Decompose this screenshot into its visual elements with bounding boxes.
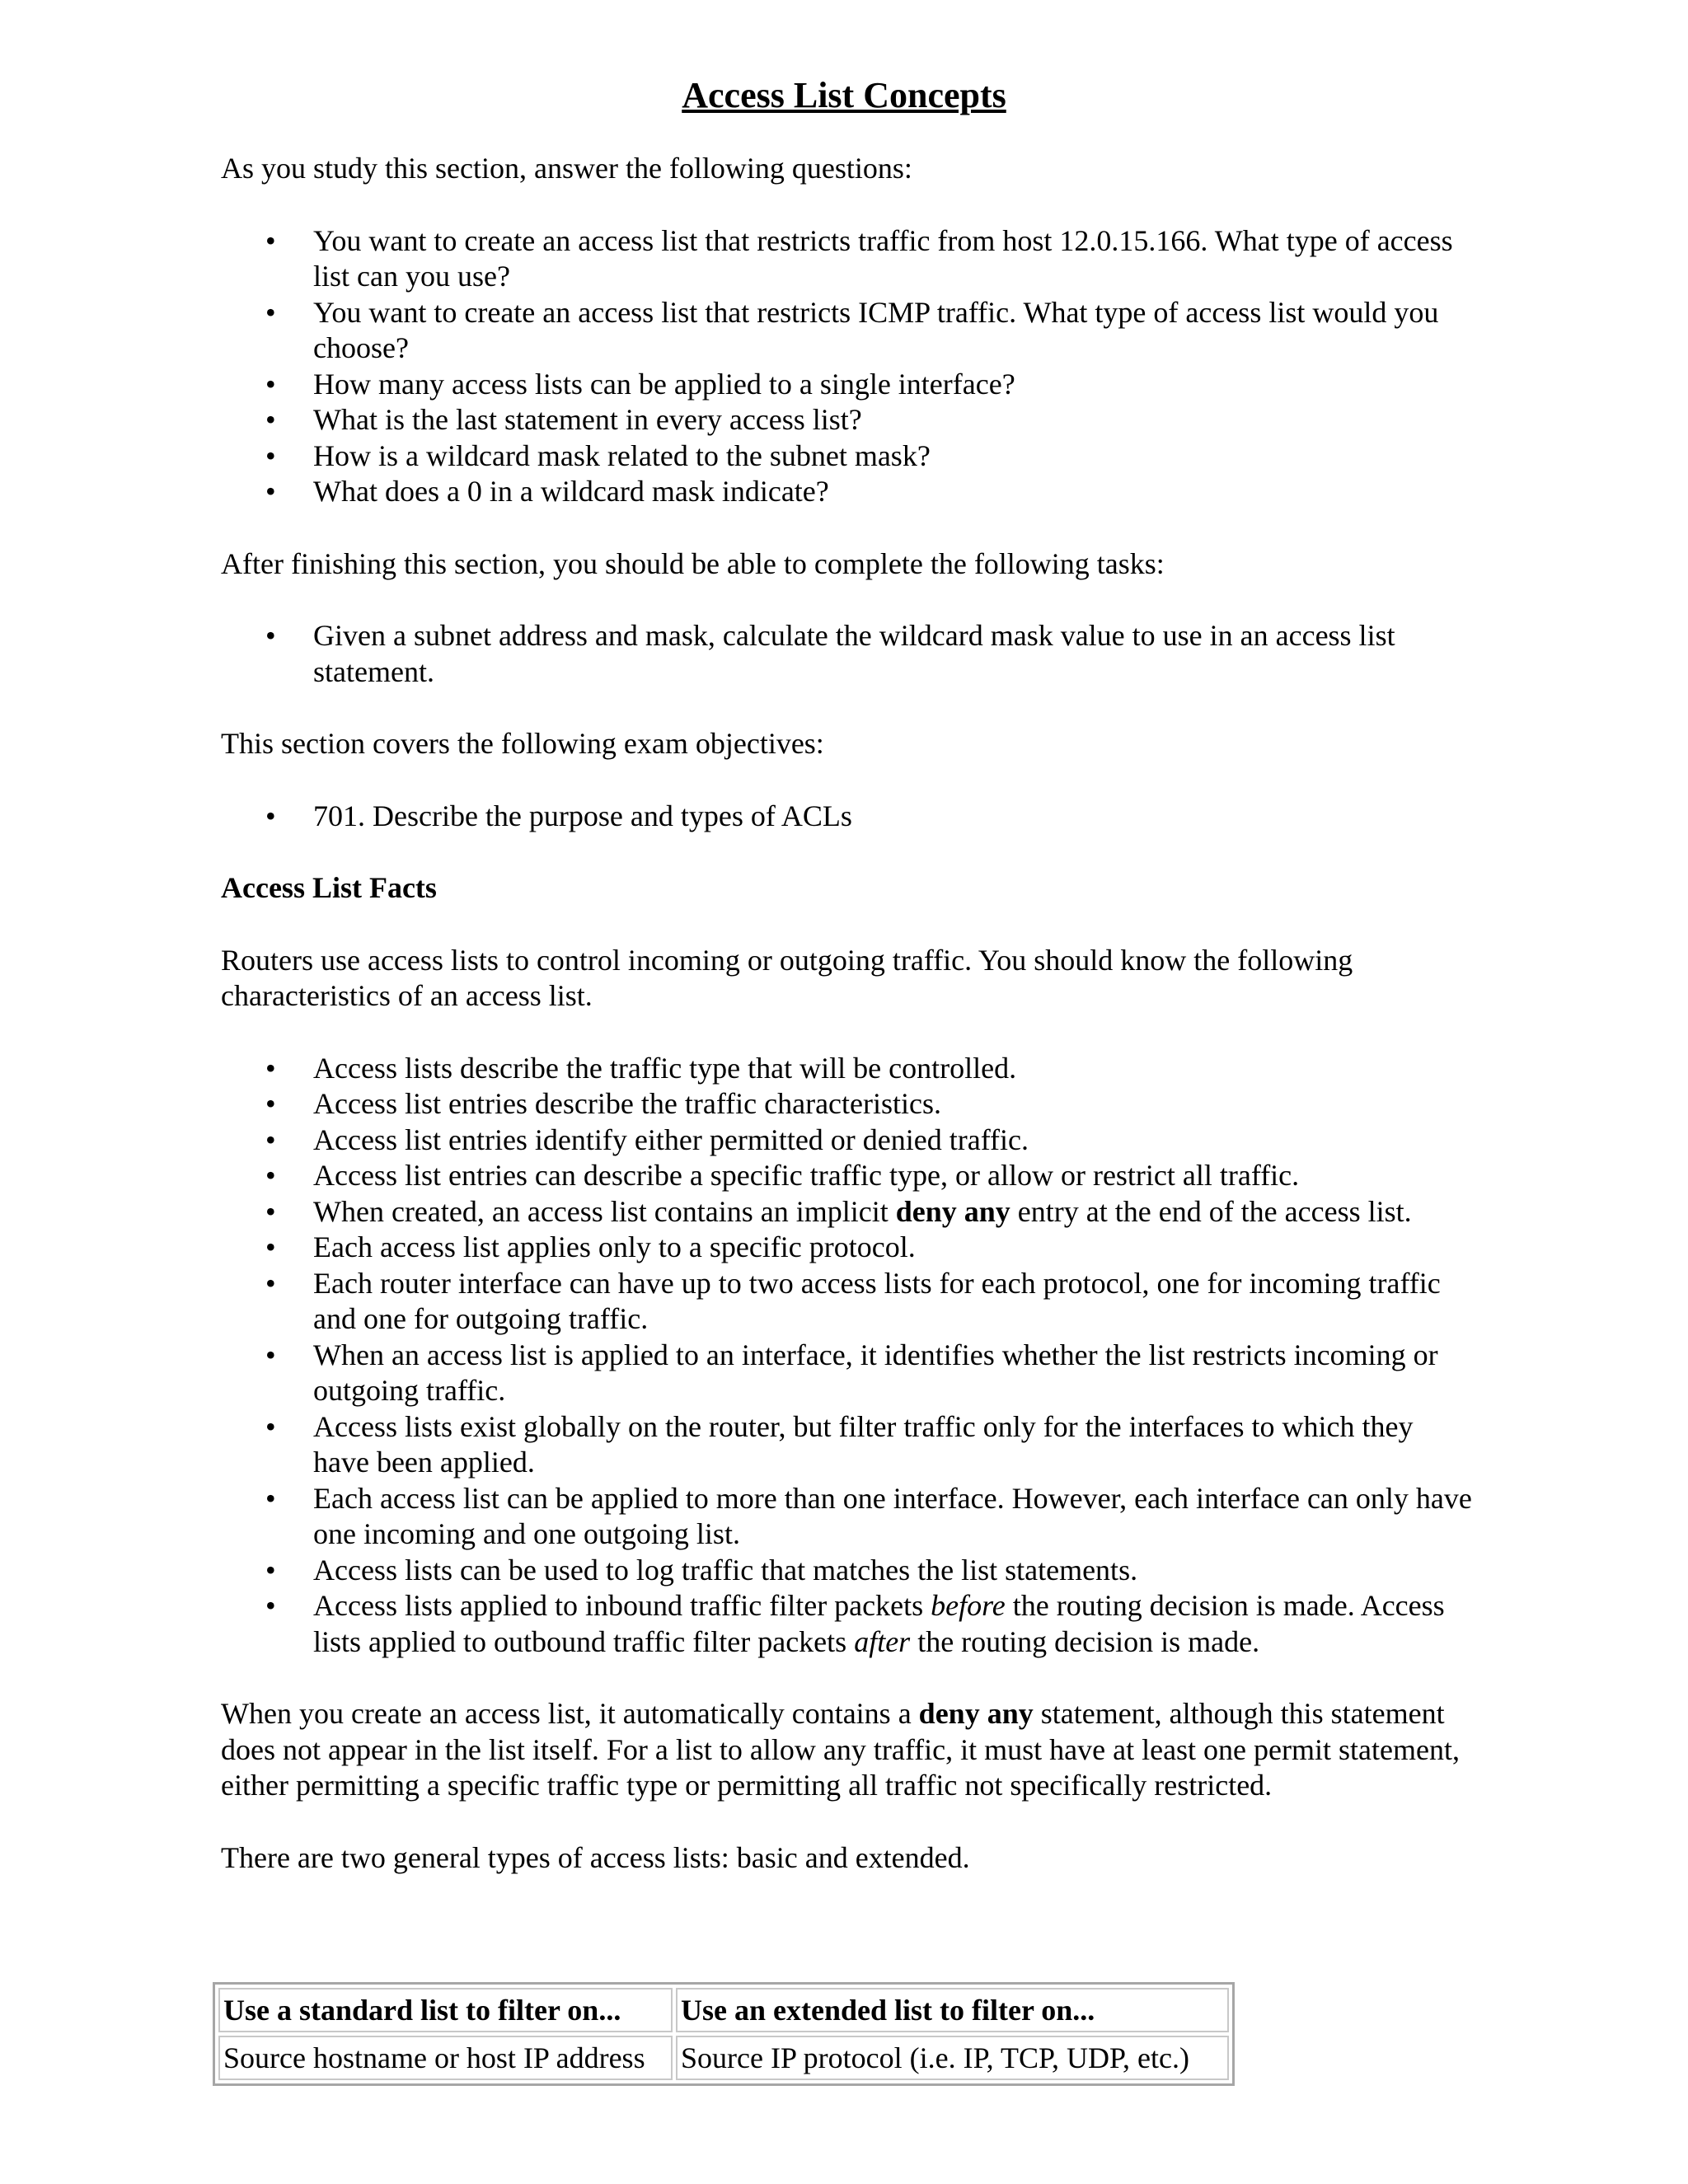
list-item: • What is the last statement in every access list? [221, 402, 1474, 438]
list-item: • Access list entries describe the traffic characteristics. [221, 1086, 1474, 1122]
document-body [221, 151, 1474, 1876]
facts-intro: Routers use access lists to control incoming or outgoing traffic. You should know the following characteristics of an access list. [221, 943, 1353, 1012]
text-run: entry at the end of the access list. [1010, 1194, 1412, 1228]
list-item: • Access lists exist globally on the router, but filter traffic only for the interfaces to which they have been applied. [221, 1409, 1474, 1481]
tasks-list [221, 618, 1474, 690]
text-run: When you create an access list, it automatically contains a [221, 1697, 919, 1730]
list-item: • Each access list applies only to a specific protocol. [221, 1230, 1474, 1266]
list-item [221, 1588, 1474, 1660]
list-item: • Access list entries identify either permitted or denied traffic. [221, 1122, 1474, 1159]
table-header-cell: Use a standard list to filter on... [218, 1988, 673, 2032]
facts-list [221, 1051, 1474, 1661]
section-heading: Access List Facts [221, 871, 437, 904]
deny-any-paragraph [221, 1696, 1474, 1804]
table-cell: Source IP protocol (i.e. IP, TCP, UDP, etc.) [676, 2036, 1229, 2080]
list-item: • Access lists describe the traffic type that will be controlled. [221, 1051, 1474, 1087]
list-item: • How many access lists can be applied to a single interface? [221, 367, 1474, 403]
tasks-lead: After finishing this section, you should be able to complete the following tasks: [221, 546, 1165, 580]
bold-text: deny any [918, 1697, 1034, 1730]
text-run: the routing decision is made. [910, 1624, 1260, 1658]
list-item: • When an access list is applied to an interface, it identifies whether the list restricts incoming or outgoing traffic. [221, 1338, 1474, 1409]
list-item: • You want to create an access list that restricts ICMP traffic. What type of access list would you choose? [221, 295, 1474, 367]
types-sentence: There are two general types of access lists: basic and extended. [221, 1840, 970, 1874]
list-item: • What does a 0 in a wildcard mask indicate? [221, 474, 1474, 510]
table-row [218, 2036, 1229, 2080]
questions-lead: As you study this section, answer the following questions: [221, 152, 912, 185]
list-item: • Each access list can be applied to more than one interface. However, each interface can only have one incoming and one outgoing list. [221, 1481, 1474, 1553]
list-item: • Given a subnet address and mask, calculate the wildcard mask value to use in an access list statement. [221, 618, 1474, 690]
bold-text: deny any [895, 1194, 1010, 1228]
table-header-cell: Use an extended list to filter on... [676, 1988, 1229, 2032]
italic-text: after [854, 1624, 911, 1658]
text-run: statement, although this statement does not appear in the list itself. For a list to allow any traffic, it must have at least one permit statement, either permitting a specific traffic type or permitting all traffic not specifically restricted. [221, 1697, 1460, 1802]
objectives-list [221, 799, 1474, 835]
table-cell: Source hostname or host IP address [218, 2036, 673, 2080]
italic-text: before [931, 1589, 1006, 1622]
list-item: • 701. Describe the purpose and types of ACLs [221, 799, 1474, 835]
list-item [221, 1194, 1474, 1230]
list-item: • Access lists can be used to log traffic that matches the list statements. [221, 1553, 1474, 1589]
text-run: When created, an access list contains an implicit [313, 1194, 896, 1228]
questions-list [221, 223, 1474, 510]
list-item: • Each router interface can have up to two access lists for each protocol, one for incoming traffic and one for outgoing traffic. [221, 1266, 1474, 1338]
text-run: Access lists applied to inbound traffic filter packets [313, 1589, 931, 1622]
list-item: • You want to create an access list that restricts traffic from host 12.0.15.166. What type of access list can you use? [221, 223, 1474, 295]
list-item: • How is a wildcard mask related to the subnet mask? [221, 438, 1474, 475]
objectives-lead: This section covers the following exam objectives: [221, 727, 824, 760]
page-title: Access List Concepts [682, 75, 1006, 115]
list-item: • Access list entries can describe a specific traffic type, or allow or restrict all traffic. [221, 1158, 1474, 1194]
text-run: the routing decision is made. Access lists applied to outbound traffic filter packets [313, 1589, 1445, 1658]
table-header-row [218, 1988, 1229, 2032]
comparison-table [213, 1982, 1235, 2086]
